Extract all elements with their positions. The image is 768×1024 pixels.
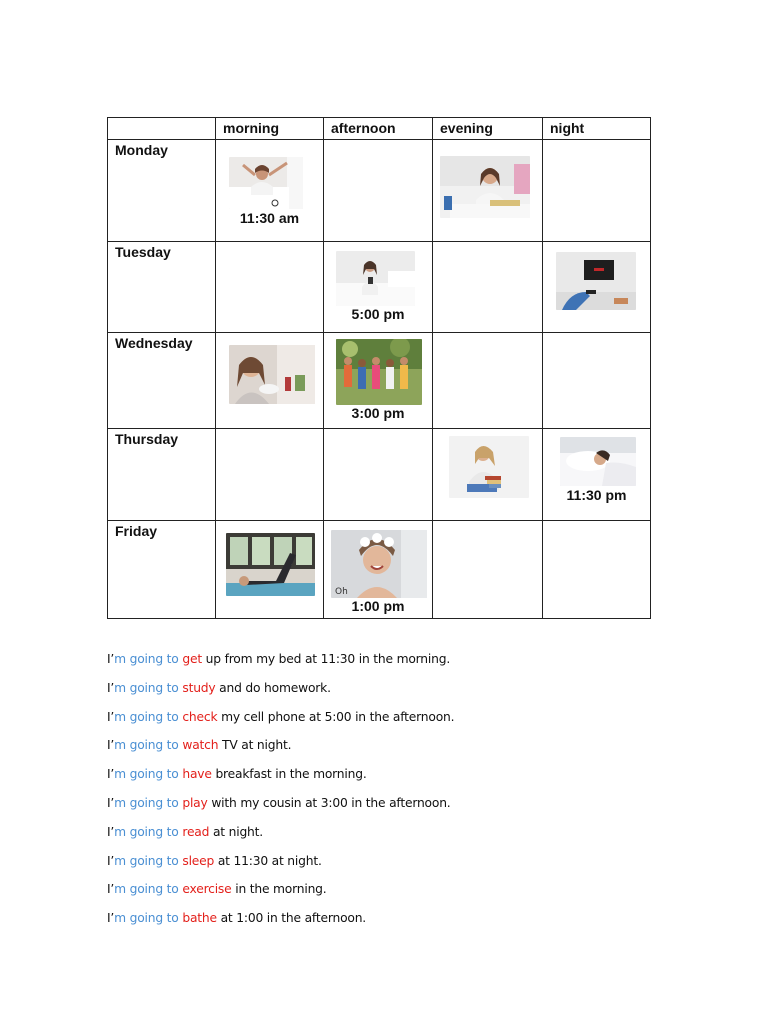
day-tuesday: Tuesday [108,242,216,333]
sentence-rest: breakfast in the morning. [211,767,367,782]
sentence-aux: m going to [114,795,179,810]
sentence-rest: at night. [209,824,263,839]
header-row [108,118,651,140]
sentence [107,852,667,881]
sentence-subject: I’ [107,767,115,782]
cell-thursday-night [543,429,651,521]
sentence-list [107,650,667,938]
photo-studying [440,156,530,218]
photo-sleeping [560,437,636,486]
sentence [107,794,667,823]
sentence-verb: have [182,767,212,782]
sentence-verb: study [182,680,216,695]
photo-exercising [226,533,315,596]
sentence-rest: at 1:00 in the afternoon. [216,911,367,926]
sentence-verb: watch [182,738,219,753]
sentence-subject: I’ [107,824,115,839]
sentence-rest: in the morning. [231,882,327,897]
day-thursday: Thursday [108,429,216,521]
header-corner [108,118,216,140]
sentence-aux: m going to [114,738,179,753]
day-monday: Monday [108,140,216,242]
svg-text:Oh: Oh [335,587,348,597]
sentence-aux: m going to [114,680,179,695]
cell-monday-morning [216,140,324,242]
cell-tuesday-evening [433,242,543,333]
cell-wednesday-afternoon [324,333,433,429]
photo-phone-in-bed [336,251,415,306]
sentence [107,650,667,679]
sentence-aux: m going to [114,709,179,724]
sentence-aux: m going to [114,824,179,839]
sentence-subject: I’ [107,853,115,868]
cell-wednesday-morning [216,333,324,429]
cell-thursday-morning [216,429,324,521]
time-label: 3:00 pm [351,405,405,421]
sentence-verb: play [182,795,208,810]
photo-reading [449,436,529,498]
cell-wednesday-night [543,333,651,429]
time-label: 1:00 pm [351,598,405,614]
cell-thursday-evening [433,429,543,521]
sentence [107,823,667,852]
cell-friday-evening [433,521,543,619]
header-night: night [543,118,651,140]
photo-bathing [331,530,427,598]
sentence-rest: up from my bed at 11:30 in the morning. [201,652,451,666]
cell-friday-night [543,521,651,619]
sentence-verb: bathe [182,911,217,926]
row-wednesday [108,333,651,429]
sentence-subject: I’ [107,795,115,810]
cell-tuesday-afternoon [324,242,433,333]
cell-monday-afternoon [324,140,433,242]
sentence [107,708,667,737]
photo-playing [336,339,422,405]
sentence-aux: m going to [114,652,179,666]
cell-monday-night [543,140,651,242]
row-thursday [108,429,651,521]
sentence-subject: I’ [107,738,115,753]
sentence-verb: read [182,824,210,839]
row-tuesday [108,242,651,333]
sentence-rest: at 11:30 at night. [214,853,322,868]
cell-friday-afternoon [324,521,433,619]
time-label: 5:00 pm [351,306,405,322]
sentence-rest: with my cousin at 3:00 in the afternoon. [207,795,451,810]
day-friday: Friday [108,521,216,619]
day-wednesday: Wednesday [108,333,216,429]
sentence-rest: and do homework. [215,680,331,695]
sentence [107,736,667,765]
sentence-aux: m going to [114,882,179,897]
cell-wednesday-evening [433,333,543,429]
sentence-subject: I’ [107,709,115,724]
header-afternoon: afternoon [324,118,433,140]
weekly-schedule-table [107,117,651,619]
sentence-subject: I’ [107,882,115,897]
cell-monday-evening [433,140,543,242]
sentence-subject: I’ [107,652,115,666]
photo-waking-up [229,157,303,209]
header-evening: evening [433,118,543,140]
cell-tuesday-morning [216,242,324,333]
row-monday [108,140,651,242]
sentence [107,765,667,794]
sentence-aux: m going to [114,767,179,782]
sentence [107,679,667,708]
sentence-verb: get [182,652,202,666]
sentence-subject: I’ [107,680,115,695]
photo-breakfast [229,345,315,404]
sentence [107,880,667,909]
sentence-verb: sleep [182,853,215,868]
time-label: 11:30 pm [566,487,627,503]
cell-tuesday-night [543,242,651,333]
sentence-aux: m going to [114,853,179,868]
row-friday [108,521,651,619]
photo-watching-tv [556,252,636,310]
sentence-verb: check [182,709,218,724]
sentence [107,909,667,938]
sentence-subject: I’ [107,911,115,926]
sentence-rest: my cell phone at 5:00 in the afternoon. [217,709,455,724]
sentence-aux: m going to [114,911,179,926]
header-morning: morning [216,118,324,140]
sentence-rest: TV at night. [218,738,292,753]
time-label: 11:30 am [239,210,300,226]
cell-friday-morning [216,521,324,619]
cell-thursday-afternoon [324,429,433,521]
sentence-verb: exercise [182,882,232,897]
